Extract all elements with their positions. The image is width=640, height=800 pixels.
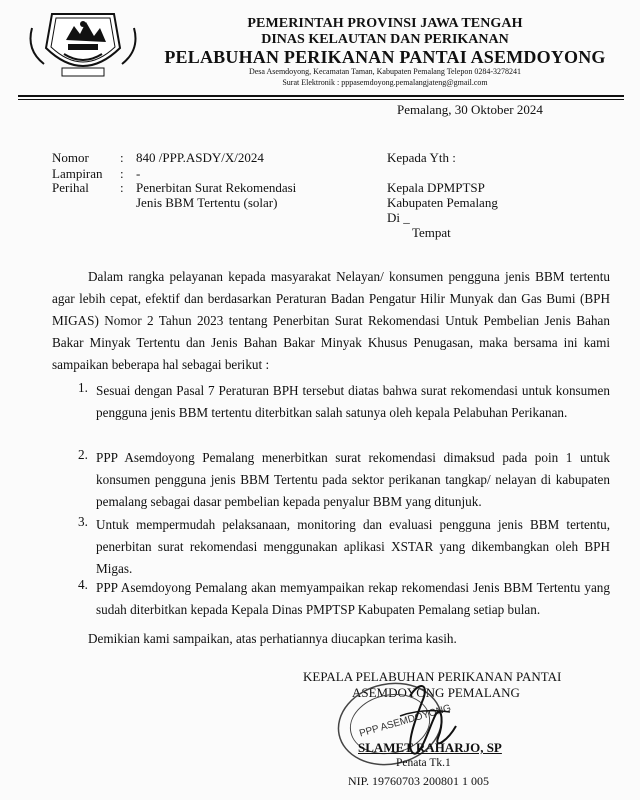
item-4-text: PPP Asemdoyong Pemalang akan memyampaikan rekap rekomendasi Jenis BBM Tertentu yang sudah diterbitkan kepada Kepala Dinas PMPTSP Kabupaten Pemalang setiap bulan. [96, 580, 610, 617]
letterhead-government: PEMERINTAH PROVINSI JAWA TENGAH [247, 16, 523, 31]
recipient-line2: Kabupaten Pemalang [387, 195, 498, 210]
lampiran-colon: : [120, 166, 124, 181]
item-4-number: 4. [78, 577, 88, 592]
letterhead-department: DINAS KELAUTAN DAN PERIKANAN [261, 32, 509, 47]
lampiran-label: Lampiran [52, 166, 103, 181]
item-1-number: 1. [78, 380, 88, 395]
item-1-text: Sesuai dengan Pasal 7 Peraturan BPH tersebut diatas bahwa surat rekomendasi untuk konsumen pengguna jenis BBM tertentu diterbitkan salah satunya oleh kepala Pelabuhan Perikanan. [96, 383, 610, 420]
official-stamp-and-signature [318, 668, 488, 788]
closing-sentence: Demikian kami sampaikan, atas perhatiannya diucapkan terima kasih. [88, 631, 457, 646]
nomor-value: 840 /PPP.ASDY/X/2024 [136, 150, 264, 165]
letterhead-address: Desa Asemdoyong, Kecamatan Taman, Kabupaten Pemalang Telepon 0284-3278241 [248, 67, 522, 76]
intro-paragraph: Dalam rangka pelayanan kepada masyarakat Nelayan/ konsumen pengguna jenis BBM tertentu agar lebih cepat, efektif dan berdasarkan Peraturan Badan Pengatur Hilir Munyak dan Gas Bumi (BPH MIGAS) Nomor 2 Tahun 2023 tentang Penerbitan Surat Rekomendasi Untuk Pembelian Jenis Bahan Bakar Minyak Tertentu dan Jenis Bahan Bakar Minyak Khusus Penugasan, maka bersama ini kami sampaikan beberapa hal sebagai berikut : [52, 269, 610, 372]
nomor-label: Nomor [52, 150, 89, 165]
item-2-text: PPP Asemdoyong Pemalang menerbitkan surat rekomendasi dimaksud pada poin 1 untuk konsumen pengguna jenis BBM Tertentu pada sektor perikanan tangkap/ nelayan di kabupaten pemalang sebagai dasar pembelian kepada penyalur BBM yang ditunjuk. [96, 450, 610, 509]
stamp-text: PPP ASEMDOYONG [358, 702, 453, 740]
perihal-colon: : [120, 180, 124, 195]
header-rule-thin [18, 99, 624, 100]
signatory-title-line2: ASEMDOYONG PEMALANG [352, 685, 520, 700]
letterhead-office: PELABUHAN PERIKANAN PANTAI ASEMDOYONG [164, 47, 606, 67]
signatory-rank: Penata Tk.1 [396, 757, 451, 769]
header-rule-thick [18, 95, 624, 97]
item-3-text: Untuk mempermudah pelaksanaan, monitoring dan evaluasi pengguna jenis BBM tertentu, penerbitan surat rekomendasi menggunakan aplikasi XSTAR yang dikembangkan oleh BPH Migas. [96, 517, 610, 576]
item-2-number: 2. [78, 447, 88, 462]
signatory-nip: NIP. 19760703 200801 1 005 [348, 774, 490, 788]
recipient-di-text: Di [387, 210, 400, 225]
letterhead-email: Surat Elektronik : pppasemdoyong.pemalangjateng@gmail.com [282, 78, 488, 87]
perihal-line1: Penerbitan Surat Rekomendasi [136, 180, 297, 195]
perihal-label: Perihal [52, 180, 89, 195]
recipient-line1: Kepala DPMPTSP [387, 180, 485, 195]
letter-date: Pemalang, 30 Oktober 2024 [397, 102, 543, 117]
recipient-greeting: Kepada Yth : [387, 150, 456, 165]
recipient-di: Di _ [387, 210, 410, 225]
signatory-title-line1: KEPALA PELABUHAN PERIKANAN PANTAI [303, 669, 562, 684]
recipient-tempat: Tempat [412, 225, 451, 240]
perihal-line2: Jenis BBM Tertentu (solar) [136, 195, 278, 210]
signatory-name: SLAMET RAHARJO, SP [358, 740, 502, 755]
nomor-colon: : [120, 150, 124, 165]
central-java-emblem-logo [22, 10, 144, 82]
lampiran-value: - [136, 166, 141, 181]
item-3-number: 3. [78, 514, 88, 529]
